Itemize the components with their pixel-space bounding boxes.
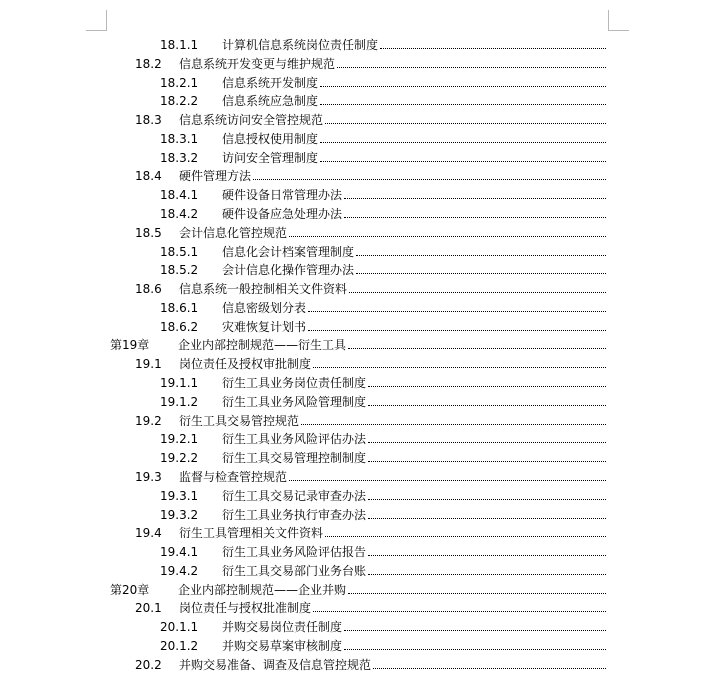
toc-entry-number: 18.3.2 (160, 150, 199, 165)
dot-leader (325, 536, 606, 537)
toc-entry-number: 18.6 (135, 282, 162, 297)
dot-leader (344, 649, 606, 650)
toc-subsection-entry[interactable] (160, 391, 606, 409)
toc-subsection-entry[interactable] (160, 635, 606, 653)
toc-subsection-entry[interactable] (160, 447, 606, 465)
toc-section-entry[interactable] (135, 466, 606, 484)
toc-entry-number: 18.2.2 (160, 94, 199, 109)
dot-leader (337, 67, 606, 68)
toc-entry-title: 岗位责任及授权审批制度 (179, 357, 312, 372)
dot-leader (344, 217, 606, 218)
toc-entry-number: 19.2 (135, 413, 162, 428)
toc-subsection-entry[interactable] (160, 428, 606, 446)
toc-entry-title: 并购交易草案审核制度 (222, 638, 343, 653)
toc-subsection-entry[interactable] (160, 72, 606, 90)
dot-leader (368, 386, 606, 387)
dot-leader (368, 555, 606, 556)
dot-leader (368, 574, 606, 575)
toc-subsection-entry[interactable] (160, 147, 606, 165)
toc-entry-title: 信息系统开发变更与维护规范 (179, 56, 336, 71)
toc-subsection-entry[interactable] (160, 241, 606, 259)
toc-entry-number: 18.4.2 (160, 207, 199, 222)
toc-subsection-entry[interactable] (160, 560, 606, 578)
toc-entry-number: 19.4.1 (160, 545, 199, 560)
toc-entry-number: 19.1 (135, 357, 162, 372)
toc-entry-number: 第20章 (110, 582, 150, 597)
toc-entry-title: 硬件管理方法 (179, 169, 252, 184)
toc-entry-title: 并购交易准备、调查及信息管控规范 (179, 657, 372, 672)
toc-subsection-entry[interactable] (160, 485, 606, 503)
toc-entry-title: 信息系统开发制度 (222, 75, 319, 90)
toc-entry-number: 18.3.1 (160, 131, 199, 146)
toc-entry-title: 衍生工具业务风险评估办法 (222, 432, 367, 447)
crop-mark-top-right (608, 10, 629, 31)
toc-entry-title: 衍生工具交易部门业务台账 (222, 563, 367, 578)
toc-chapter-entry[interactable] (110, 579, 606, 597)
toc-entry-title: 硬件设备应急处理办法 (222, 207, 343, 222)
toc-entry-title: 衍生工具交易管控规范 (179, 413, 300, 428)
toc-entry-title: 会计信息化操作管理办法 (222, 263, 355, 278)
toc-entry-title: 信息化会计档案管理制度 (222, 244, 355, 259)
dot-leader (325, 123, 606, 124)
dot-leader (356, 273, 606, 274)
toc-entry-title: 信息系统访问安全管控规范 (179, 113, 324, 128)
toc-entry-title: 衍生工具管理相关文件资料 (179, 526, 324, 541)
toc-entry-number: 18.5 (135, 225, 162, 240)
dot-leader (289, 480, 606, 481)
toc-section-entry[interactable] (135, 278, 606, 296)
toc-entry-number: 19.4 (135, 526, 162, 541)
toc-entry-title: 衍生工具交易记录审查办法 (222, 488, 367, 503)
toc-entry-title: 信息密级划分表 (222, 300, 307, 315)
toc-subsection-entry[interactable] (160, 90, 606, 108)
toc-entry-number: 19.1.1 (160, 376, 199, 391)
toc-entry-title: 信息系统一般控制相关文件资料 (179, 282, 348, 297)
dot-leader (313, 611, 606, 612)
toc-subsection-entry[interactable] (160, 259, 606, 277)
toc-entry-number: 19.2.1 (160, 432, 199, 447)
dot-leader (313, 367, 606, 368)
dot-leader (368, 405, 606, 406)
toc-entry-title: 信息授权使用制度 (222, 131, 319, 146)
toc-entry-title: 硬件设备日常管理办法 (222, 188, 343, 203)
toc-subsection-entry[interactable] (160, 184, 606, 202)
toc-entry-title: 岗位责任与授权批准制度 (179, 601, 312, 616)
toc-entry-title: 衍生工具业务执行审查办法 (222, 507, 367, 522)
toc-section-entry[interactable] (135, 222, 606, 240)
toc-entry-number: 18.2 (135, 56, 162, 71)
toc-subsection-entry[interactable] (160, 504, 606, 522)
toc-entry-number: 19.2.2 (160, 451, 199, 466)
toc-entry-number: 20.1.2 (160, 638, 199, 653)
dot-leader (344, 630, 606, 631)
dot-leader (301, 424, 606, 425)
toc-entry-number: 18.2.1 (160, 75, 199, 90)
toc-entry-number: 20.1 (135, 601, 162, 616)
toc-entry-title: 计算机信息系统岗位责任制度 (222, 38, 379, 52)
dot-leader (368, 518, 606, 519)
toc-entry-title: 衍生工具业务风险评估报告 (222, 545, 367, 560)
dot-leader (368, 499, 606, 500)
toc-entry-number: 18.6.1 (160, 300, 199, 315)
toc-entry-title: 监督与检查管控规范 (179, 469, 288, 484)
toc-entry-title: 信息系统应急制度 (222, 94, 319, 109)
toc-section-entry[interactable] (135, 353, 606, 371)
toc-entry-number: 18.4.1 (160, 188, 199, 203)
toc-entry-number: 20.1.1 (160, 620, 199, 635)
toc-entry-number: 19.3.2 (160, 507, 199, 522)
toc-entry-number: 18.6.2 (160, 319, 199, 334)
dot-leader (373, 668, 606, 669)
toc-section-entry[interactable] (135, 597, 606, 615)
toc-subsection-entry[interactable] (160, 616, 606, 634)
toc-subsection-entry[interactable] (160, 316, 606, 334)
dot-leader (308, 330, 606, 331)
toc-entry-number: 18.4 (135, 169, 162, 184)
toc-section-entry[interactable] (135, 53, 606, 71)
toc-entry-title: 企业内部控制规范——企业并购 (178, 582, 347, 597)
toc-entry-title: 访问安全管理制度 (222, 150, 319, 165)
toc-subsection-entry[interactable] (160, 128, 606, 146)
toc-subsection-entry[interactable] (160, 297, 606, 315)
toc-subsection-entry[interactable] (160, 372, 606, 390)
dot-leader (253, 179, 606, 180)
dot-leader (320, 142, 606, 143)
dot-leader (348, 348, 606, 349)
toc-section-entry[interactable] (135, 522, 606, 540)
dot-leader (380, 48, 606, 49)
toc-section-entry[interactable] (135, 410, 606, 428)
dot-leader (289, 236, 606, 237)
toc-entry-number: 18.1.1 (160, 38, 199, 52)
toc-entry-number: 19.3.1 (160, 488, 199, 503)
dot-leader (368, 442, 606, 443)
toc-section-entry[interactable] (135, 109, 606, 127)
toc-entry-number: 18.3 (135, 113, 162, 128)
dot-leader (308, 311, 606, 312)
dot-leader (348, 593, 606, 594)
crop-mark-top-left (86, 10, 107, 31)
toc-subsection-entry[interactable] (160, 34, 606, 52)
toc-subsection-entry[interactable] (160, 203, 606, 221)
toc-subsection-entry[interactable] (160, 541, 606, 559)
toc-entry-number: 18.5.2 (160, 263, 199, 278)
toc-entry-title: 衍生工具交易管理控制制度 (222, 451, 367, 466)
dot-leader (344, 198, 606, 199)
toc-entry-title: 并购交易岗位责任制度 (222, 620, 343, 635)
toc-section-entry[interactable] (135, 654, 606, 672)
toc-chapter-entry[interactable] (110, 334, 606, 352)
toc-entry-title: 衍生工具业务风险管理制度 (222, 394, 367, 409)
toc-entry-number: 18.5.1 (160, 244, 199, 259)
toc-entry-number: 19.4.2 (160, 563, 199, 578)
dot-leader (320, 161, 606, 162)
dot-leader (356, 255, 606, 256)
toc-entry-title: 衍生工具业务岗位责任制度 (222, 376, 367, 391)
toc-entry-title: 会计信息化管控规范 (179, 225, 288, 240)
toc-section-entry[interactable] (135, 165, 606, 183)
dot-leader (320, 86, 606, 87)
toc-entry-number: 第19章 (110, 338, 150, 353)
toc-entry-number: 20.2 (135, 657, 162, 672)
toc-entry-number: 19.1.2 (160, 394, 199, 409)
dot-leader (320, 104, 606, 105)
toc-entry-title: 灾难恢复计划书 (222, 319, 307, 334)
dot-leader (368, 461, 606, 462)
dot-leader (349, 292, 606, 293)
toc-entry-title: 企业内部控制规范——衍生工具 (178, 338, 347, 353)
toc-entry-number: 19.3 (135, 469, 162, 484)
